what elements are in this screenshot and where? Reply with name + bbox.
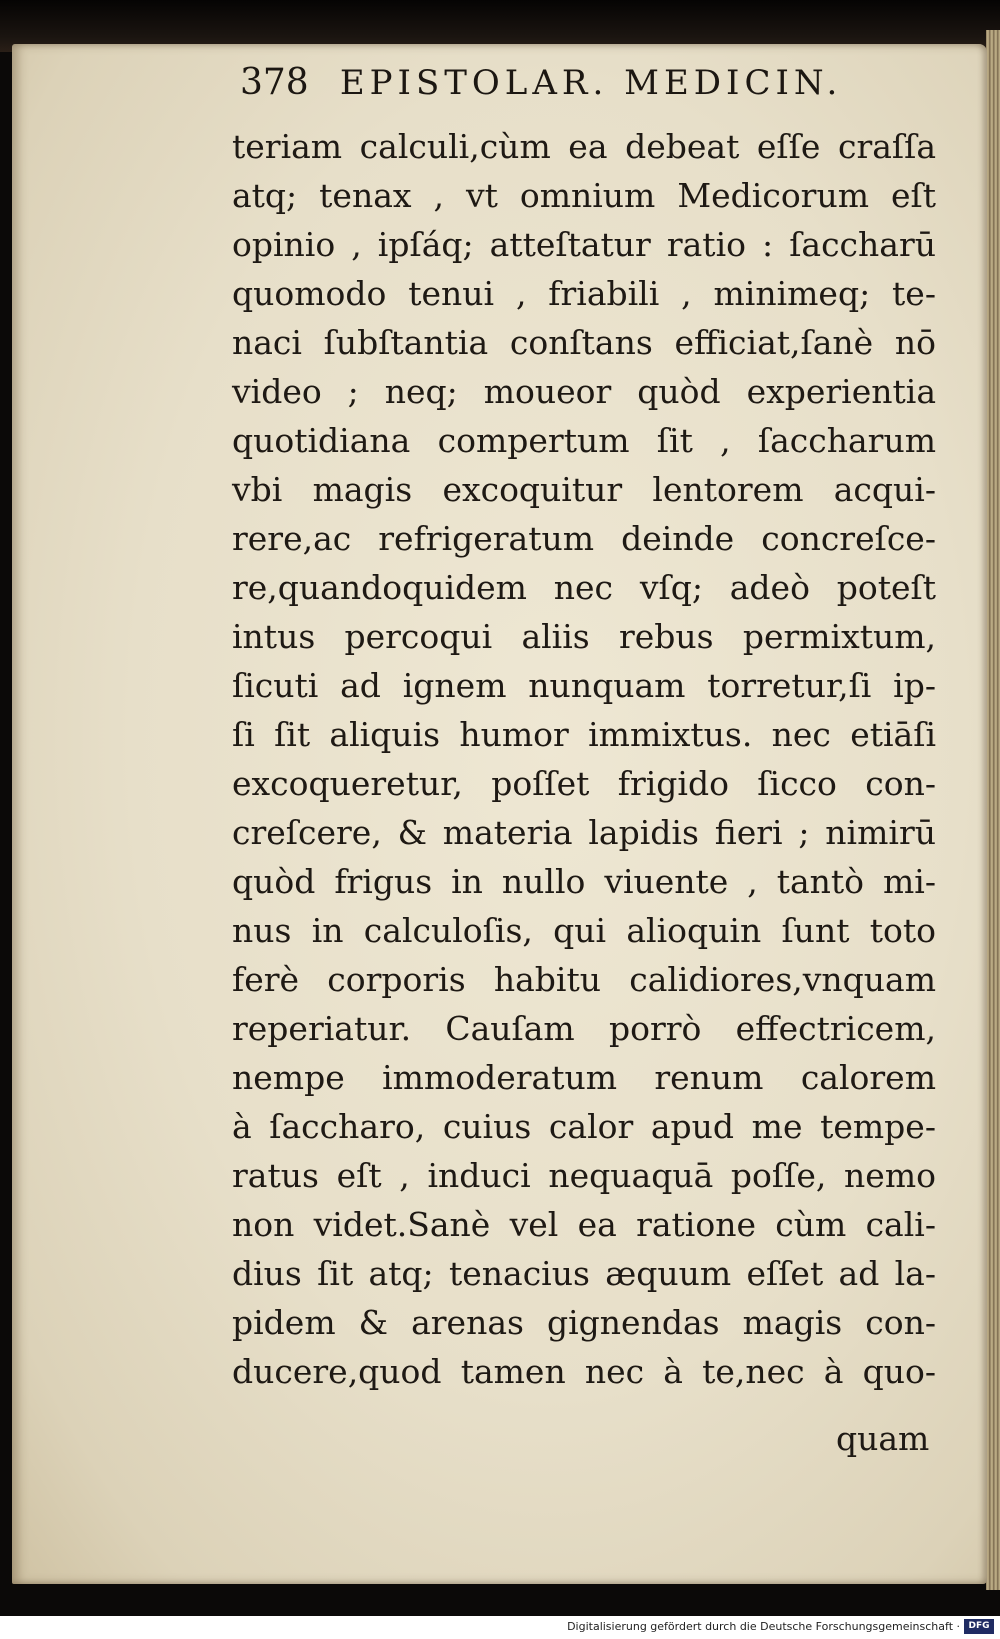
text-line: nempe immoderatum renum calorem [232, 1058, 936, 1097]
text-line: opinio , ipſáq; atteſtatur ratio : ſaccharū [232, 225, 936, 264]
text-line: rere,ac refrigeratum deinde concreſce- [232, 519, 936, 558]
text-line: re,quandoquidem nec vſq; adeò poteſt [232, 568, 936, 607]
text-line: vbi magis excoquitur lentorem acqui- [232, 470, 936, 509]
text-line: teriam calculi,cùm ea debeat eſſe craſſa [232, 127, 936, 166]
text-line: pidem & arenas gignendas magis con- [232, 1303, 936, 1342]
page-header [240, 62, 940, 103]
page-edges [986, 30, 1000, 1590]
text-line: quòd frigus in nullo viuente , tantò mi- [232, 862, 936, 901]
text-line: ducere,quod tamen nec à te,nec à quo- [232, 1352, 936, 1391]
text-line: dius ſit atq; tenacius æquum eſſet ad la- [232, 1254, 936, 1293]
text-line: ratus eſt , induci nequaquā poſſe, nemo [232, 1156, 936, 1195]
text-line: excoqueretur, poſſet frigido ſicco con- [232, 764, 936, 803]
text-line: ſicuti ad ignem nunquam torretur,ſi ip- [232, 666, 936, 705]
text-line: non videt.Sanè vel ea ratione cùm cali- [232, 1205, 936, 1244]
dfg-logo: DFG [964, 1619, 994, 1634]
text-line: ferè corporis habitu calidiores,vnquam [232, 960, 936, 999]
text-line: creſcere, & materia lapidis fieri ; nimirū [232, 813, 936, 852]
text-line: video ; neq; moueor quòd experientia [232, 372, 936, 411]
body-text [232, 122, 936, 1396]
text-line: quotidiana compertum ſit , ſaccharum [232, 421, 936, 460]
text-line: intus percoqui aliis rebus permixtum, [232, 617, 936, 656]
digitization-credit: Digitalisierung gefördert durch die Deutsche Forschungsgemeinschaft · [567, 1620, 960, 1633]
text-line: atq; tenax , vt omnium Medicorum eſt [232, 176, 936, 215]
text-line: quomodo tenui , friabili , minimeq; te- [232, 274, 936, 313]
text-line: à ſaccharo, cuius calor apud me tempe- [232, 1107, 936, 1146]
text-line: naci ſubſtantia conſtans efficiat,ſanè nō [232, 323, 936, 362]
catchword: quam [836, 1419, 930, 1458]
running-head: EPISTOLAR. MEDICIN. [339, 63, 843, 103]
text-line: ſi ſit aliquis humor immixtus. nec etiāſi [232, 715, 936, 754]
page-number: 378 [240, 62, 309, 103]
text-line: nus in calculoſis, qui alioquin ſunt toto [232, 911, 936, 950]
text-line: reperiatur. Cauſam porrò effectricem, [232, 1009, 936, 1048]
